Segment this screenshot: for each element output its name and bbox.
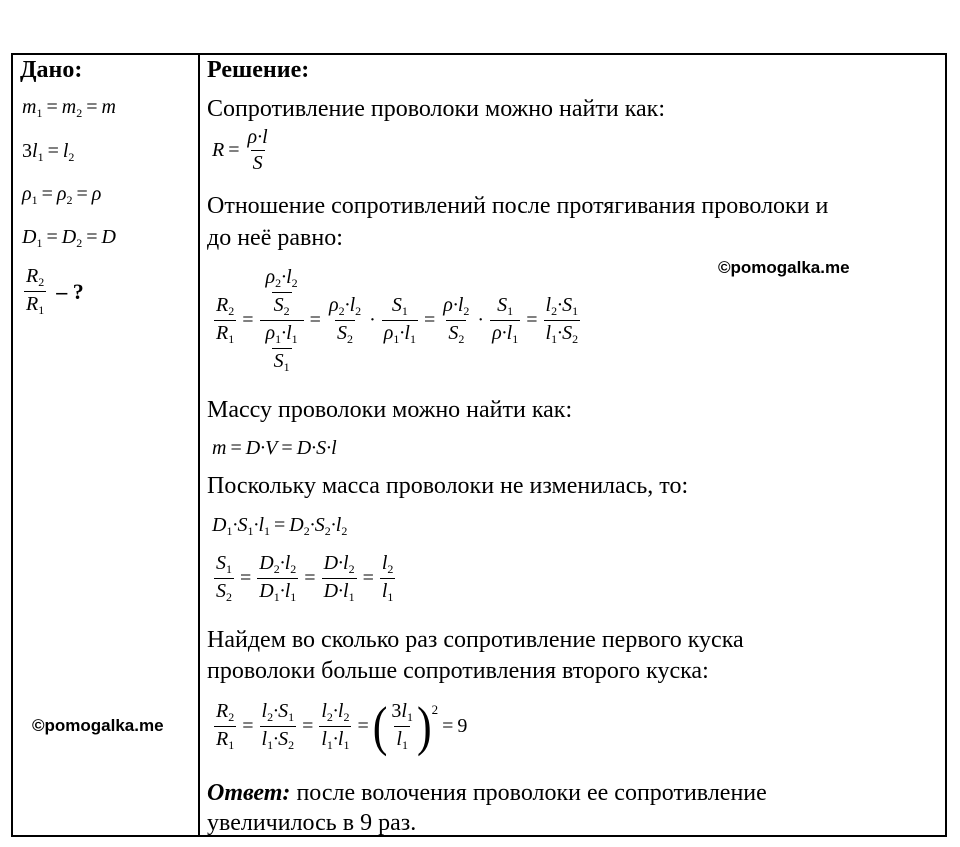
- solution-p2-line2: до неё равно:: [207, 225, 343, 251]
- given-density: $D_1 = D_2 = D$: [22, 226, 116, 250]
- given-length: $3l_1 = l_2$: [22, 140, 75, 164]
- given-find: $\frac{R_2}{R_1}$ – ?: [26, 265, 84, 317]
- solution-p1: Сопротивление проволоки можно найти как:: [207, 96, 665, 122]
- formula-resistance-ratio: $\frac{R_2}{R_1}$ = $\frac{\frac{\rho_2\cdot l_2}{S_2}}{\frac{\rho_1\cdot l_1}{S_1}}$ = $\frac{\rho_2\cdot l_2}{S_2}$ · $\frac{S_1}{\rho_1\cdot l_1}$ = $\frac{\rho\cdot l_2}{S_2}$ · $\frac{S_1}{\rho\cdot l_1}$ = $\frac{l_2\cdot S_1}{l_1\cdot S_2}$: [216, 266, 579, 374]
- formula-area-ratio: $\frac{S_1}{S_2}$ = $\frac{D_2\cdot l_2}{D_1\cdot l_1}$ = $\frac{D\cdot l_2}{D\cdot l_1}$ = $\frac{l_2}{l_1}$: [216, 552, 394, 604]
- question-mark: – ?: [56, 278, 84, 304]
- solution-p3: Массу проволоки можно найти как:: [207, 397, 573, 423]
- result-value: 9: [457, 715, 468, 737]
- answer-line2: увеличилось в 9 раз.: [207, 810, 417, 836]
- answer-line1: [207, 778, 767, 808]
- formula-resistance: R = $\frac{\rho\cdot l}{S}$: [212, 126, 268, 174]
- watermark-top-right: ©pomogalka.me: [718, 258, 850, 277]
- given-mass: $m_1 = m_2 = m$: [22, 96, 116, 120]
- answer-text-1: после волочения проволоки ее сопротивление: [290, 780, 767, 806]
- answer-label: Ответ:: [207, 780, 291, 806]
- column-divider: [198, 55, 200, 835]
- solution-header: Решение:: [207, 57, 310, 83]
- formula-mass-equality: $D_1\cdot S_1\cdot l_1 = D_2\cdot S_2\cdot l_2$: [212, 514, 348, 538]
- exponent: 2: [431, 702, 439, 717]
- solution-p2-line1: Отношение сопротивлений после протягивания проволоки и: [207, 193, 829, 219]
- formula-final: $\frac{R_2}{R_1}$ = $\frac{l_2\cdot S_1}{l_1\cdot S_2}$ = $\frac{l_2\cdot l_2}{l_1\cdot l_1}$ = ( $\frac{3l_1}{l_1}$ ) $^2$ = 9: [216, 695, 468, 757]
- watermark-bottom-left: ©pomogalka.me: [32, 716, 164, 735]
- given-resistivity: $\rho_1 = \rho_2 = \rho$: [22, 183, 102, 207]
- given-header: Дано:: [20, 57, 83, 83]
- solution-p4: Поскольку масса проволоки не изменилась, то:: [207, 473, 689, 499]
- formula-mass: m = D·V = D·S·l: [212, 437, 337, 459]
- solution-p5-line2: проволоки больше сопротивления второго куска:: [207, 658, 709, 684]
- solution-p5-line1: Найдем во сколько раз сопротивление первого куска: [207, 627, 744, 653]
